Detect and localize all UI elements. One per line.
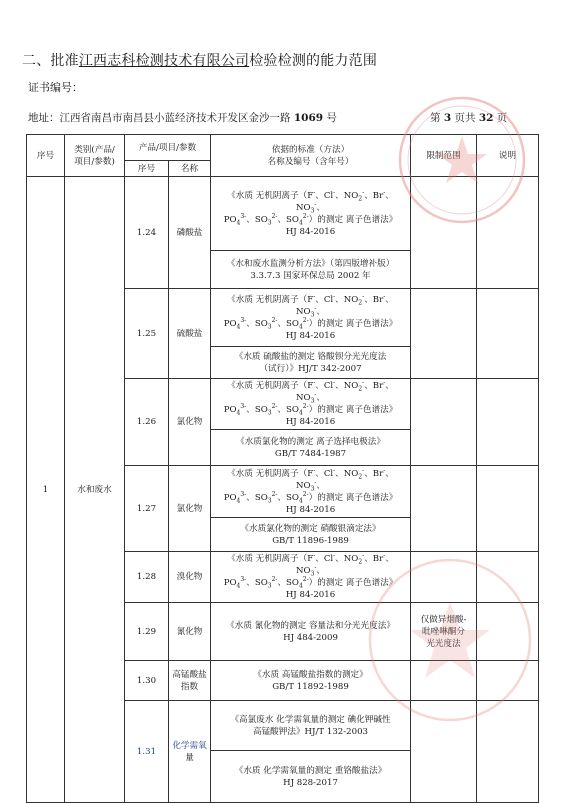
standard-hj84: 《水质 无机阴离子（F-、Cl-、$NO_2^-$、Br-、$NO_3^-$、 $PO_4^{3-}$、$SO_3^{2-}$、$SO_4^{2-}$）的测定 离子色谱法》 HJ 84-2016 (211, 177, 411, 251)
title-suffix: 检验检测的能力范围 (249, 53, 378, 69)
row-seq: 1.30 (125, 661, 169, 701)
header-basis: 依据的标准（方法） 名称及编号（含年号） (211, 135, 411, 177)
note-cell (477, 603, 539, 661)
std-text: 《水质氯化物的测定 离子选择电极法》 (236, 436, 385, 447)
std-text: 《水和废水监测分析方法》（第四版增补版） (226, 258, 395, 269)
note-cell (477, 661, 539, 701)
note-cell (477, 177, 539, 289)
standard-cell (211, 430, 411, 466)
row-name: 氯化物 (169, 466, 211, 552)
title-prefix: 二、批准 (22, 53, 79, 69)
note-cell (477, 466, 539, 552)
std-text: HJ 828-2017 (283, 777, 338, 788)
header-note: 说明 (477, 135, 539, 177)
standard-hj84: 《水质 无机阴离子（F-、Cl-、$NO_2^-$、Br-、$NO_3^-$、 $PO_4^{3-}$、$SO_3^{2-}$、$SO_4^{2-}$）的测定 离子色谱法》 HJ 84-2016 (211, 379, 411, 430)
header-product: 产品/项目/参数 (125, 135, 211, 161)
row-name: 磷酸盐 (169, 177, 211, 289)
std-text: （试行）》HJ/T 342-2007 (259, 363, 362, 374)
row-name (169, 661, 211, 701)
limit-cell (411, 289, 477, 379)
std-text: 3.3.7.3 国家环保总局 2002 年 (250, 270, 371, 281)
std-text: HJ 484-2009 (283, 632, 338, 643)
limit-cell (411, 379, 477, 466)
std-text: GB/T 7484-1987 (274, 448, 347, 459)
address-label: 地址： (28, 112, 60, 124)
standard-cell (211, 251, 411, 289)
address-line (28, 110, 337, 125)
page-post: 页 (493, 112, 508, 124)
company-name: 江西志科检测技术有限公司 (78, 53, 250, 69)
standard-hj84: 《水质 无机阴离子（F-、Cl-、$NO_2^-$、Br-、$NO_3^-$、 $PO_4^{3-}$、$SO_3^{2-}$、$SO_4^{2-}$）的测定 离子色谱法》 HJ 84-2016 (211, 466, 411, 518)
page-total: 32 (478, 112, 494, 124)
group-category: 水和废水 (65, 177, 125, 803)
std-text: 《水质 高锰酸盐指数的测定》 (253, 669, 368, 680)
note-cell (477, 701, 539, 803)
row-seq: 1.24 (125, 177, 169, 289)
note-cell (477, 379, 539, 466)
header-sub-seq: 序号 (125, 161, 169, 177)
limit-cell (411, 466, 477, 552)
row-name: 氯化物 (169, 379, 211, 466)
address-number: 1069 (293, 112, 324, 124)
standard-cell (211, 661, 411, 701)
name-text: 量 (185, 752, 194, 763)
page-number: 3 (443, 112, 452, 124)
row-seq: 1.26 (125, 379, 169, 466)
std-text: 《水质 硫酸盐的测定 铬酸钡分光光度法 (234, 351, 387, 362)
limit-cell (411, 603, 477, 661)
limit-text: 仅做异烟酸- (420, 614, 467, 625)
row-seq: 1.29 (125, 603, 169, 661)
row-name: 硫酸盐 (169, 289, 211, 379)
limit-cell (411, 552, 477, 603)
limit-cell (411, 661, 477, 701)
row-seq: 1.27 (125, 466, 169, 552)
name-text: 指数 (180, 681, 199, 692)
note-cell (477, 289, 539, 379)
std-text: 《水质 氰化物的测定 容量法和分光光度法》 (226, 620, 395, 631)
limit-text: 光光度法 (426, 638, 461, 649)
std-text: 《水质 化学需氧量的测定 重铬酸盐法》 (234, 765, 387, 776)
header-limit: 限制范围 (411, 135, 477, 177)
address-text: 江西省南昌市南昌县小蓝经济技术开发区金沙一路 (59, 112, 294, 124)
std-text: 《高氯废水 化学需氧量的测定 碘化钾碱性 (230, 714, 391, 725)
standard-cell (211, 751, 411, 803)
certificate-number-label: 证书编号： (28, 81, 83, 94)
capability-table (26, 134, 539, 803)
page-pre: 第 (430, 112, 444, 124)
page-mid: 页共 (451, 112, 479, 124)
row-name: 氰化物 (169, 603, 211, 661)
standard-cell (211, 347, 411, 379)
header-sub-name: 名称 (169, 161, 211, 177)
limit-cell (411, 701, 477, 803)
standard-cell (211, 518, 411, 552)
std-text: 《水质氯化物的测定 硝酸银滴定法》 (240, 523, 381, 534)
row-seq: 1.25 (125, 289, 169, 379)
page-title (22, 50, 377, 70)
row-name: 溴化物 (169, 552, 211, 603)
limit-cell (411, 177, 477, 289)
row-seq: 1.31 (125, 701, 169, 803)
std-text: 高锰酸钾法》HJ/T 132-2003 (252, 726, 369, 737)
row-seq: 1.28 (125, 552, 169, 603)
std-text: GB/T 11892-1989 (272, 681, 349, 692)
address-unit: 号 (323, 112, 337, 124)
page-indicator (430, 110, 507, 125)
group-seq: 1 (27, 177, 65, 803)
standard-hj84: 《水质 无机阴离子（F-、Cl-、$NO_2^-$、Br-、$NO_3^-$、 $PO_4^{3-}$、$SO_3^{2-}$、$SO_4^{2-}$）的测定 离子色谱法》 HJ 84-2016 (211, 289, 411, 347)
note-cell (477, 552, 539, 603)
row-name (169, 701, 211, 803)
name-text: 化学需氧 (172, 740, 207, 751)
std-text: GB/T 11896-1989 (272, 535, 349, 546)
limit-text: 吡唑啉酮分 (422, 626, 465, 637)
name-text: 高锰酸盐 (172, 669, 207, 680)
header-category: 类别(产品/ 项目/参数) (65, 135, 125, 177)
standard-hj84: 《水质 无机阴离子（F-、Cl-、$NO_2^-$、Br-、$NO_3^-$、 $PO_4^{3-}$、$SO_3^{2-}$、$SO_4^{2-}$）的测定 离子色谱法》 HJ 84-2016 (211, 552, 411, 603)
header-seq: 序号 (27, 135, 65, 177)
standard-cell (211, 701, 411, 751)
standard-cell (211, 603, 411, 661)
